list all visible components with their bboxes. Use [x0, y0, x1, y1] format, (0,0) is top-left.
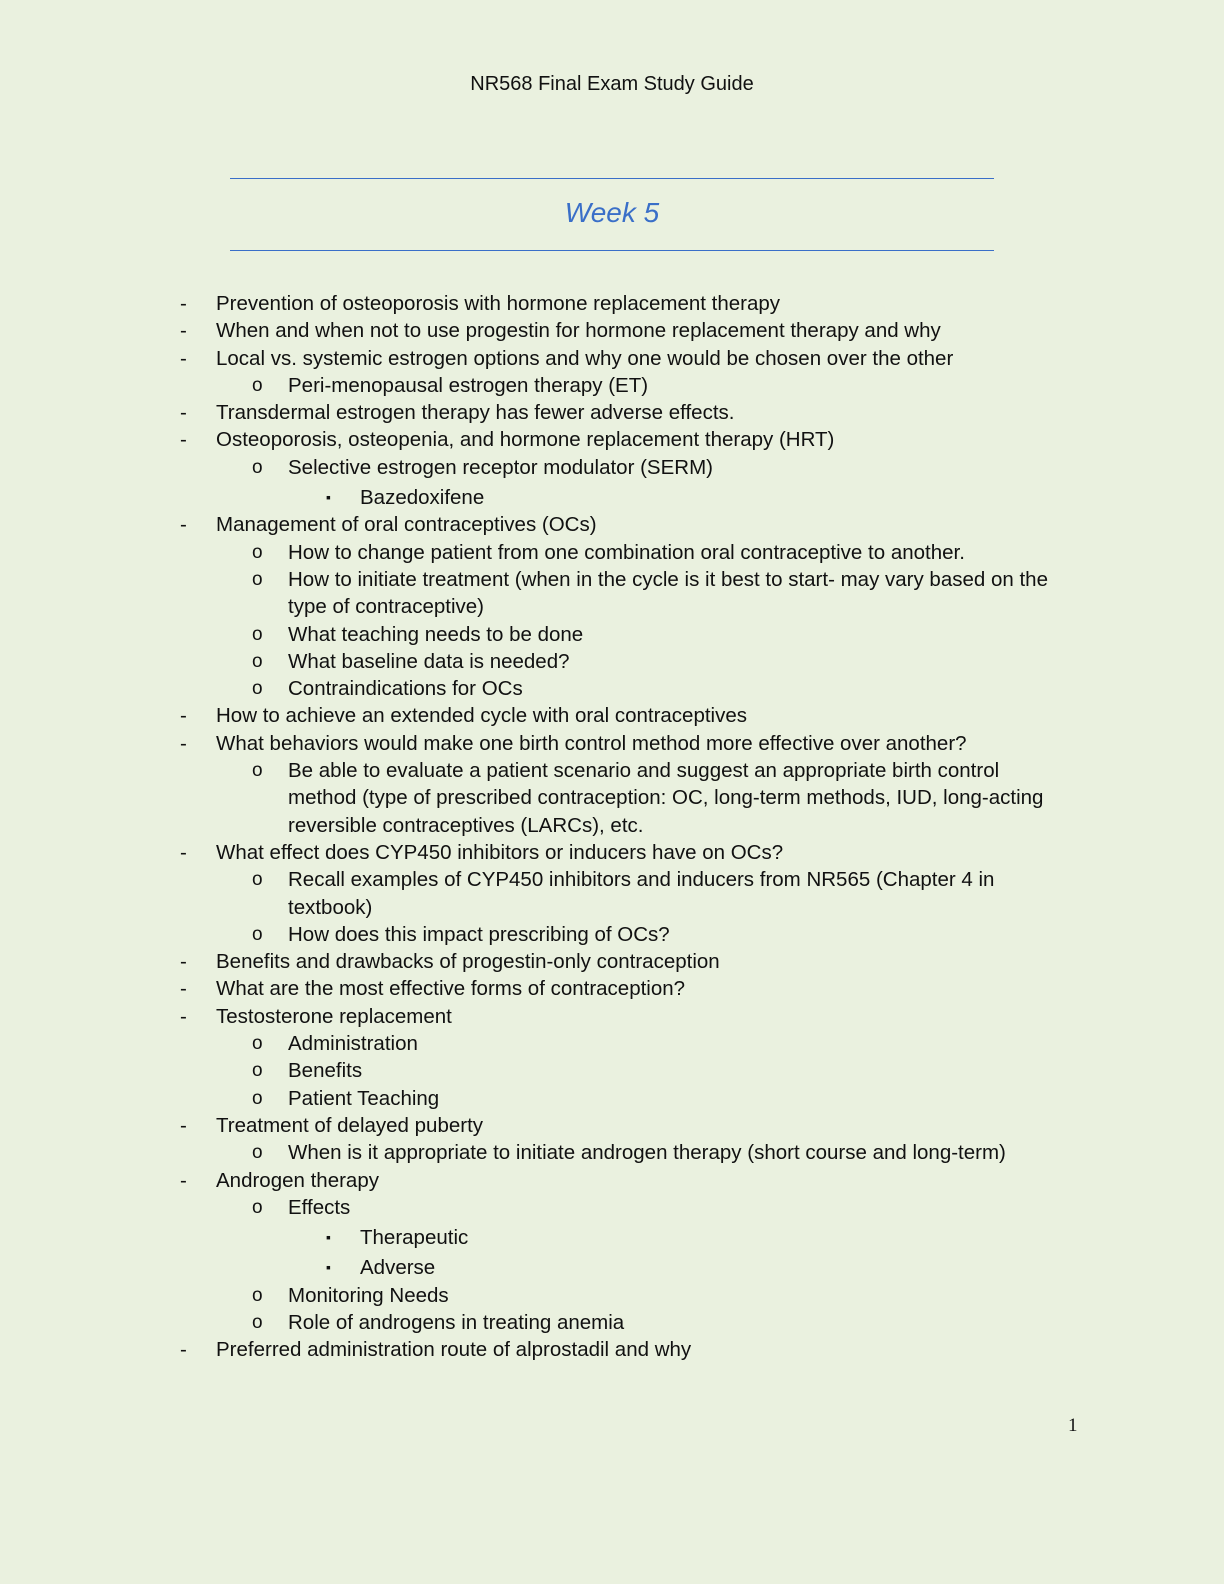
outline-item-text: Prevention of osteoporosis with hormone replacement therapy [216, 292, 781, 315]
outline-item-text: Bazedoxifene [360, 486, 485, 510]
outline-item-level-1 [0, 1112, 1224, 1139]
outline-item-level-3 [0, 484, 1224, 511]
outline-item-text: When is it appropriate to initiate androgen therapy (short course and long-term) [288, 1141, 1006, 1165]
dash-bullet-icon: - [180, 401, 187, 425]
outline-item-text: Preferred administration route of alprostadil and why [216, 1338, 692, 1362]
circle-bullet-icon: o [252, 1196, 263, 1218]
outline-item-level-2 [0, 1282, 1224, 1309]
outline-item-text: Peri-menopausal estrogen therapy (ET) [288, 373, 649, 397]
outline-item-text: Therapeutic [360, 1226, 469, 1250]
outline-item-level-1 [0, 1336, 1224, 1363]
circle-bullet-icon: o [252, 456, 263, 478]
outline-item-level-3 [0, 1224, 1224, 1251]
outline-item-level-2 [0, 454, 1224, 481]
circle-bullet-icon: o [252, 869, 263, 891]
square-bullet-icon: ▪ [326, 489, 331, 506]
outline-item-level-1 [0, 426, 1224, 453]
section-top-rule [230, 178, 994, 179]
outline-item-text: Testosterone replacement [216, 1004, 452, 1028]
outline-item-text: Treatment of delayed puberty [216, 1113, 484, 1137]
outline-item-level-2 [0, 648, 1224, 675]
dash-bullet-icon: - [180, 513, 187, 537]
outline-item-level-1 [0, 1003, 1224, 1030]
outline-item-level-2 [0, 539, 1224, 566]
outline-item-text: What are the most effective forms of contraception? [216, 977, 686, 1001]
outline-item-level-1 [0, 730, 1224, 757]
outline-item-level-1 [0, 290, 1224, 317]
outline-item-text: How to change patient from one combination oral contraceptive to another. [288, 540, 965, 564]
outline-item-text: Recall examples of CYP450 inhibitors and inducers from NR565 (Chapter 4 in textbook) [288, 868, 995, 919]
outline-item-level-2 [0, 621, 1224, 648]
dash-bullet-icon: - [180, 292, 187, 315]
outline-item-text: Administration [288, 1032, 418, 1056]
dash-bullet-icon: - [180, 346, 187, 370]
outline-item-text: Adverse [360, 1256, 436, 1280]
dash-bullet-icon: - [180, 1168, 187, 1192]
outline-item-level-2 [0, 675, 1224, 702]
dash-bullet-icon: - [180, 977, 187, 1001]
outline-item-text: Selective estrogen receptor modulator (SERM) [288, 455, 713, 479]
outline-item-text: Be able to evaluate a patient scenario and suggest an appropriate birth control method (type of prescribed contraception: OC, long-term methods, IUD, long-acting reversible contraceptives (LARCs), etc. [288, 759, 1044, 837]
circle-bullet-icon: o [252, 923, 263, 945]
circle-bullet-icon: o [252, 1087, 263, 1109]
outline-item-level-2 [0, 757, 1224, 839]
page-number: 1 [1068, 1415, 1078, 1436]
outline-item-text: Androgen therapy [216, 1168, 379, 1192]
circle-bullet-icon: o [252, 760, 263, 782]
outline-item-level-2 [0, 1085, 1224, 1112]
outline-item-level-2 [0, 1309, 1224, 1336]
circle-bullet-icon: o [252, 1284, 263, 1306]
circle-bullet-icon: o [252, 650, 263, 672]
outline-item-text: When and when not to use progestin for hormone replacement therapy and why [216, 319, 941, 343]
outline-item-level-1 [0, 839, 1224, 866]
outline-item-level-1 [0, 511, 1224, 538]
outline-item-level-2 [0, 372, 1224, 399]
circle-bullet-icon: o [252, 541, 263, 563]
outline-item-level-2 [0, 1030, 1224, 1057]
circle-bullet-icon: o [252, 1142, 263, 1164]
outline-item-text: What teaching needs to be done [288, 622, 584, 646]
outline-item-text: How to achieve an extended cycle with oral contraceptives [216, 704, 748, 728]
outline-item-level-1 [0, 345, 1224, 372]
outline-item-text: Effects [288, 1195, 351, 1219]
circle-bullet-icon: o [252, 1033, 263, 1055]
outline-item-level-1 [0, 948, 1224, 975]
circle-bullet-icon: o [252, 1060, 263, 1082]
dash-bullet-icon: - [180, 1004, 187, 1028]
outline-item-level-3 [0, 1254, 1224, 1281]
section-bottom-rule [230, 250, 994, 251]
dash-bullet-icon: - [180, 428, 187, 452]
outline-item-text: What behaviors would make one birth control method more effective over another? [216, 731, 967, 755]
square-bullet-icon: ▪ [326, 1229, 331, 1246]
outline-item-text: What effect does CYP450 inhibitors or inducers have on OCs? [216, 840, 784, 864]
outline-item-text: Patient Teaching [288, 1086, 440, 1110]
dash-bullet-icon: - [180, 704, 187, 728]
dash-bullet-icon: - [180, 731, 187, 755]
outline-item-text: What baseline data is needed? [288, 649, 570, 673]
outline-item-text: How does this impact prescribing of OCs? [288, 922, 670, 946]
outline-item-text: Benefits and drawbacks of progestin-only contraception [216, 950, 720, 974]
circle-bullet-icon: o [252, 678, 263, 700]
outline-item-level-2 [0, 1057, 1224, 1084]
outline-item-level-1 [0, 1167, 1224, 1194]
circle-bullet-icon: o [252, 623, 263, 645]
study-guide-outline [0, 290, 1224, 1364]
outline-item-level-1 [0, 317, 1224, 344]
section-title: Week 5 [564, 197, 660, 228]
outline-item-text: Osteoporosis, osteopenia, and hormone replacement therapy (HRT) [216, 428, 835, 452]
outline-item-level-2 [0, 866, 1224, 921]
outline-item-level-2 [0, 921, 1224, 948]
outline-item-text: Contraindications for OCs [288, 677, 523, 701]
outline-item-text: Benefits [288, 1059, 363, 1083]
outline-item-level-1 [0, 702, 1224, 729]
outline-item-text: Monitoring Needs [288, 1283, 449, 1307]
outline-item-level-1 [0, 975, 1224, 1002]
dash-bullet-icon: - [180, 840, 187, 864]
dash-bullet-icon: - [180, 1338, 187, 1362]
outline-item-level-2 [0, 566, 1224, 621]
outline-item-text: Role of androgens in treating anemia [288, 1310, 625, 1334]
outline-item-level-2 [0, 1139, 1224, 1166]
circle-bullet-icon: o [252, 1311, 263, 1333]
circle-bullet-icon: o [252, 374, 263, 396]
outline-item-text: Management of oral contraceptives (OCs) [216, 513, 597, 537]
outline-item-text: Local vs. systemic estrogen options and why one would be chosen over the other [216, 346, 954, 370]
outline-item-text: How to initiate treatment (when in the cycle is it best to start- may vary based on the type of contraceptive) [288, 567, 1048, 619]
circle-bullet-icon: o [252, 568, 263, 590]
page-header-title: NR568 Final Exam Study Guide [470, 73, 754, 95]
dash-bullet-icon: - [180, 1113, 187, 1137]
outline-item-level-2 [0, 1194, 1224, 1221]
outline-item-level-1 [0, 399, 1224, 426]
square-bullet-icon: ▪ [326, 1259, 331, 1276]
outline-item-text: Transdermal estrogen therapy has fewer adverse effects. [216, 401, 735, 425]
dash-bullet-icon: - [180, 319, 187, 343]
dash-bullet-icon: - [180, 950, 187, 974]
